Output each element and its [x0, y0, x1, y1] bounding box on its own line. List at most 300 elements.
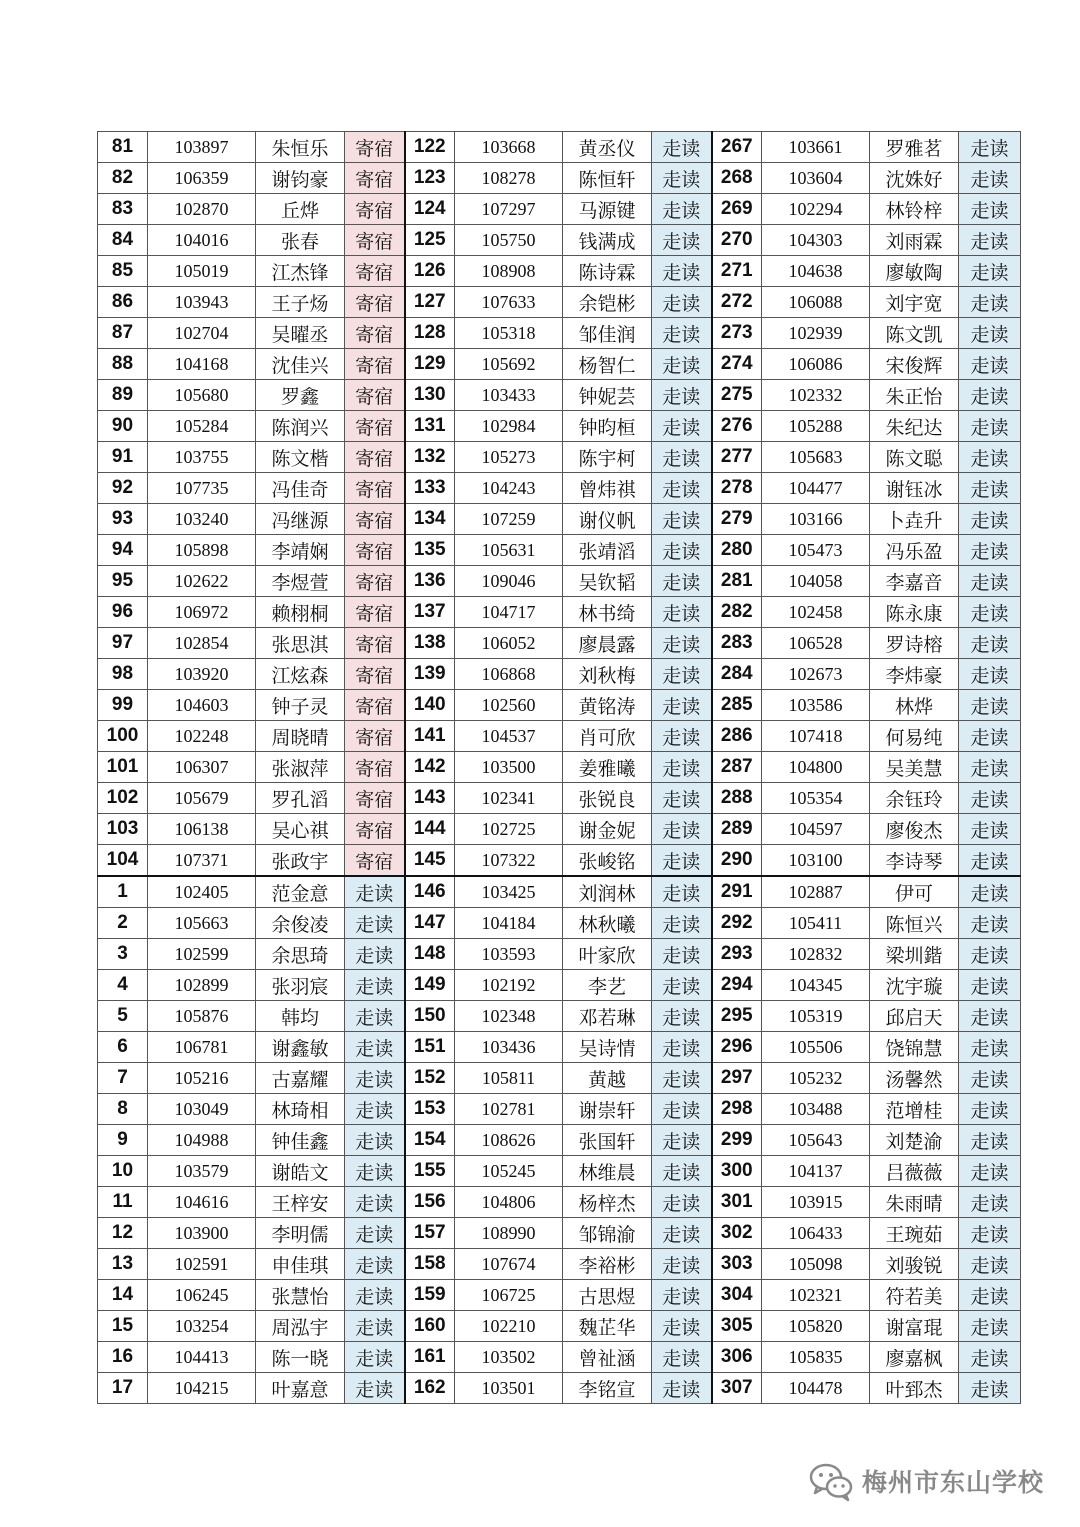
row-number: 11: [98, 1187, 148, 1218]
student-name: 古嘉耀: [256, 1063, 345, 1094]
student-id: 104243: [455, 473, 563, 504]
status: 走读: [652, 442, 712, 473]
row-number: 135: [405, 535, 455, 566]
table-row: [98, 566, 1021, 597]
row-number: 127: [405, 287, 455, 318]
student-name: 林琦相: [256, 1094, 345, 1125]
table-row: [98, 1249, 1021, 1280]
row-number: 302: [712, 1218, 762, 1249]
table-row: [98, 1342, 1021, 1373]
row-number: 283: [712, 628, 762, 659]
status: 走读: [345, 1218, 405, 1249]
student-id: 104413: [148, 1342, 256, 1373]
student-id: 105473: [762, 535, 870, 566]
student-id: 103425: [455, 876, 563, 908]
student-id: 105354: [762, 783, 870, 814]
status: 走读: [959, 504, 1021, 535]
student-id: 105876: [148, 1001, 256, 1032]
student-name: 张国轩: [563, 1125, 652, 1156]
student-id: 103668: [455, 132, 563, 163]
student-name: 江炫森: [256, 659, 345, 690]
student-id: 107259: [455, 504, 563, 535]
status: 走读: [652, 659, 712, 690]
status: 走读: [959, 287, 1021, 318]
status: 走读: [345, 1032, 405, 1063]
status: 走读: [345, 1311, 405, 1342]
table-row: [98, 287, 1021, 318]
row-number: 137: [405, 597, 455, 628]
row-number: 124: [405, 194, 455, 225]
table-row: [98, 1125, 1021, 1156]
student-name: 陈文聪: [870, 442, 959, 473]
table-row: [98, 659, 1021, 690]
student-name: 林烨: [870, 690, 959, 721]
table-row: [98, 225, 1021, 256]
table-row: [98, 814, 1021, 845]
row-number: 4: [98, 970, 148, 1001]
student-id: 103586: [762, 690, 870, 721]
student-id: 107674: [455, 1249, 563, 1280]
student-id: 105820: [762, 1311, 870, 1342]
student-name: 杨智仁: [563, 349, 652, 380]
student-id: 108278: [455, 163, 563, 194]
status: 走读: [959, 939, 1021, 970]
row-number: 101: [98, 752, 148, 783]
student-id: 105284: [148, 411, 256, 442]
student-id: 104058: [762, 566, 870, 597]
row-number: 291: [712, 876, 762, 908]
student-name: 姜雅曦: [563, 752, 652, 783]
row-number: 297: [712, 1063, 762, 1094]
student-id: 103488: [762, 1094, 870, 1125]
row-number: 143: [405, 783, 455, 814]
student-name: 朱恒乐: [256, 132, 345, 163]
row-number: 294: [712, 970, 762, 1001]
row-number: 162: [405, 1373, 455, 1404]
table-row: [98, 349, 1021, 380]
row-number: 268: [712, 163, 762, 194]
student-id: 104168: [148, 349, 256, 380]
student-id: 109046: [455, 566, 563, 597]
table-row: [98, 194, 1021, 225]
status: 走读: [959, 380, 1021, 411]
status: 寄宿: [345, 752, 405, 783]
student-name: 梁圳鍇: [870, 939, 959, 970]
student-name: 江杰锋: [256, 256, 345, 287]
student-name: 吕薇薇: [870, 1156, 959, 1187]
status: 走读: [959, 349, 1021, 380]
row-number: 156: [405, 1187, 455, 1218]
table-row: [98, 1311, 1021, 1342]
table-row: [98, 1156, 1021, 1187]
student-name: 邹佳润: [563, 318, 652, 349]
student-name: 李铭宣: [563, 1373, 652, 1404]
student-name: 冯继源: [256, 504, 345, 535]
row-number: 16: [98, 1342, 148, 1373]
student-id: 104184: [455, 908, 563, 939]
status: 走读: [652, 597, 712, 628]
row-number: 142: [405, 752, 455, 783]
student-name: 陈一晓: [256, 1342, 345, 1373]
row-number: 102: [98, 783, 148, 814]
student-id: 105692: [455, 349, 563, 380]
status: 走读: [959, 132, 1021, 163]
status: 走读: [959, 876, 1021, 908]
student-id: 105019: [148, 256, 256, 287]
student-name: 张政宇: [256, 845, 345, 877]
student-name: 周晓晴: [256, 721, 345, 752]
student-name: 刘宇宽: [870, 287, 959, 318]
student-name: 廖俊杰: [870, 814, 959, 845]
row-number: 3: [98, 939, 148, 970]
status: 走读: [652, 876, 712, 908]
table-row: [98, 876, 1021, 908]
student-id: 103500: [455, 752, 563, 783]
student-name: 冯佳奇: [256, 473, 345, 504]
student-name: 张春: [256, 225, 345, 256]
student-name: 李嘉音: [870, 566, 959, 597]
table-row: [98, 318, 1021, 349]
student-name: 林书绮: [563, 597, 652, 628]
student-id: 105506: [762, 1032, 870, 1063]
student-id: 102599: [148, 939, 256, 970]
table-row: [98, 1187, 1021, 1218]
student-id: 106052: [455, 628, 563, 659]
status: 走读: [652, 566, 712, 597]
row-number: 145: [405, 845, 455, 877]
student-id: 105679: [148, 783, 256, 814]
status: 走读: [959, 1373, 1021, 1404]
row-number: 91: [98, 442, 148, 473]
student-id: 103593: [455, 939, 563, 970]
table-row: [98, 442, 1021, 473]
student-name: 饶锦慧: [870, 1032, 959, 1063]
student-name: 谢钧豪: [256, 163, 345, 194]
student-name: 罗孔滔: [256, 783, 345, 814]
student-name: 申佳琪: [256, 1249, 345, 1280]
student-id: 103900: [148, 1218, 256, 1249]
table-row: [98, 752, 1021, 783]
student-name: 王子炀: [256, 287, 345, 318]
row-number: 83: [98, 194, 148, 225]
status: 走读: [959, 597, 1021, 628]
status: 走读: [652, 1063, 712, 1094]
status: 走读: [652, 1342, 712, 1373]
status: 走读: [959, 970, 1021, 1001]
student-name: 王梓安: [256, 1187, 345, 1218]
wechat-icon: [808, 1460, 854, 1502]
status: 走读: [652, 908, 712, 939]
student-name: 宋俊辉: [870, 349, 959, 380]
status: 走读: [652, 1094, 712, 1125]
status: 走读: [345, 1125, 405, 1156]
student-id: 102321: [762, 1280, 870, 1311]
status: 走读: [959, 1001, 1021, 1032]
student-id: 102348: [455, 1001, 563, 1032]
status: 寄宿: [345, 442, 405, 473]
student-name: 林铃梓: [870, 194, 959, 225]
status: 走读: [959, 721, 1021, 752]
student-name: 陈恒轩: [563, 163, 652, 194]
student-id: 104137: [762, 1156, 870, 1187]
student-name: 罗诗榕: [870, 628, 959, 659]
student-id: 102870: [148, 194, 256, 225]
student-name: 廖敏陶: [870, 256, 959, 287]
student-name: 陈恒兴: [870, 908, 959, 939]
table-row: [98, 970, 1021, 1001]
status: 寄宿: [345, 411, 405, 442]
status: 走读: [959, 225, 1021, 256]
row-number: 276: [712, 411, 762, 442]
row-number: 140: [405, 690, 455, 721]
row-number: 126: [405, 256, 455, 287]
student-id: 106307: [148, 752, 256, 783]
status: 走读: [959, 1311, 1021, 1342]
student-name: 黄铭涛: [563, 690, 652, 721]
student-name: 杨梓杰: [563, 1187, 652, 1218]
status: 走读: [959, 1249, 1021, 1280]
student-id: 104603: [148, 690, 256, 721]
student-id: 106359: [148, 163, 256, 194]
row-number: 270: [712, 225, 762, 256]
status: 走读: [652, 628, 712, 659]
status: 走读: [652, 318, 712, 349]
student-name: 林秋曦: [563, 908, 652, 939]
student-id: 103240: [148, 504, 256, 535]
status: 走读: [652, 1218, 712, 1249]
status: 走读: [959, 535, 1021, 566]
row-number: 304: [712, 1280, 762, 1311]
table-row: [98, 1373, 1021, 1404]
status: 走读: [652, 163, 712, 194]
student-id: 106433: [762, 1218, 870, 1249]
student-id: 103254: [148, 1311, 256, 1342]
table-row: [98, 411, 1021, 442]
status: 走读: [652, 690, 712, 721]
table-row: [98, 908, 1021, 939]
student-name: 李煜萱: [256, 566, 345, 597]
row-number: 275: [712, 380, 762, 411]
row-number: 84: [98, 225, 148, 256]
row-number: 307: [712, 1373, 762, 1404]
row-number: 271: [712, 256, 762, 287]
status: 走读: [652, 970, 712, 1001]
row-number: 82: [98, 163, 148, 194]
student-id: 106088: [762, 287, 870, 318]
student-name: 刘秋梅: [563, 659, 652, 690]
row-number: 104: [98, 845, 148, 877]
student-id: 105232: [762, 1063, 870, 1094]
row-number: 128: [405, 318, 455, 349]
status: 走读: [959, 566, 1021, 597]
row-number: 136: [405, 566, 455, 597]
student-name: 张羽宸: [256, 970, 345, 1001]
student-id: 105811: [455, 1063, 563, 1094]
row-number: 160: [405, 1311, 455, 1342]
status: 走读: [652, 721, 712, 752]
student-name: 吴诗情: [563, 1032, 652, 1063]
student-name: 刘雨霖: [870, 225, 959, 256]
status: 寄宿: [345, 194, 405, 225]
student-name: 魏芷华: [563, 1311, 652, 1342]
row-number: 287: [712, 752, 762, 783]
student-id: 106972: [148, 597, 256, 628]
status: 走读: [652, 1311, 712, 1342]
status: 走读: [959, 1342, 1021, 1373]
student-name: 邓若琳: [563, 1001, 652, 1032]
student-name: 何易纯: [870, 721, 959, 752]
student-name: 冯乐盈: [870, 535, 959, 566]
row-number: 103: [98, 814, 148, 845]
status: 走读: [345, 1156, 405, 1187]
student-id: 102294: [762, 194, 870, 225]
student-name: 李诗琴: [870, 845, 959, 877]
student-name: 李明儒: [256, 1218, 345, 1249]
status: 走读: [652, 194, 712, 225]
student-name: 陈诗霖: [563, 256, 652, 287]
status: 寄宿: [345, 256, 405, 287]
student-id: 102332: [762, 380, 870, 411]
student-name: 吴钦韬: [563, 566, 652, 597]
status: 走读: [959, 194, 1021, 225]
student-id: 103943: [148, 287, 256, 318]
row-number: 6: [98, 1032, 148, 1063]
row-number: 289: [712, 814, 762, 845]
row-number: 157: [405, 1218, 455, 1249]
student-name: 林维晨: [563, 1156, 652, 1187]
row-number: 292: [712, 908, 762, 939]
row-number: 12: [98, 1218, 148, 1249]
student-id: 103049: [148, 1094, 256, 1125]
table-row: [98, 132, 1021, 163]
row-number: 8: [98, 1094, 148, 1125]
table-row: [98, 845, 1021, 877]
status: 走读: [652, 225, 712, 256]
student-id: 104806: [455, 1187, 563, 1218]
student-name: 李靖娴: [256, 535, 345, 566]
status: 寄宿: [345, 225, 405, 256]
row-number: 131: [405, 411, 455, 442]
student-name: 陈宇柯: [563, 442, 652, 473]
student-id: 105288: [762, 411, 870, 442]
student-id: 104477: [762, 473, 870, 504]
student-name: 钟子灵: [256, 690, 345, 721]
watermark: [808, 1456, 1044, 1506]
row-number: 9: [98, 1125, 148, 1156]
row-number: 153: [405, 1094, 455, 1125]
status: 寄宿: [345, 690, 405, 721]
student-id: 107297: [455, 194, 563, 225]
student-name: 谢仪帆: [563, 504, 652, 535]
student-name: 谢崇轩: [563, 1094, 652, 1125]
row-number: 282: [712, 597, 762, 628]
status: 寄宿: [345, 473, 405, 504]
student-id: 106528: [762, 628, 870, 659]
row-number: 296: [712, 1032, 762, 1063]
row-number: 129: [405, 349, 455, 380]
student-name: 符若美: [870, 1280, 959, 1311]
status: 走读: [652, 349, 712, 380]
student-id: 107735: [148, 473, 256, 504]
row-number: 149: [405, 970, 455, 1001]
student-id: 105411: [762, 908, 870, 939]
student-name: 张靖滔: [563, 535, 652, 566]
student-id: 103897: [148, 132, 256, 163]
status: 寄宿: [345, 132, 405, 163]
student-id: 105898: [148, 535, 256, 566]
status: 寄宿: [345, 845, 405, 877]
student-id: 106138: [148, 814, 256, 845]
student-id: 102781: [455, 1094, 563, 1125]
row-number: 147: [405, 908, 455, 939]
student-id: 107418: [762, 721, 870, 752]
row-number: 152: [405, 1063, 455, 1094]
student-id: 104537: [455, 721, 563, 752]
table-row: [98, 380, 1021, 411]
student-id: 108626: [455, 1125, 563, 1156]
student-name: 吴曜丞: [256, 318, 345, 349]
status: 走读: [345, 1249, 405, 1280]
status: 走读: [959, 1187, 1021, 1218]
status: 走读: [652, 504, 712, 535]
student-name: 吴美慧: [870, 752, 959, 783]
student-name: 伊可: [870, 876, 959, 908]
student-name: 汤馨然: [870, 1063, 959, 1094]
row-number: 85: [98, 256, 148, 287]
student-name: 王琬茹: [870, 1218, 959, 1249]
row-number: 98: [98, 659, 148, 690]
status: 走读: [959, 473, 1021, 504]
student-name: 余铠彬: [563, 287, 652, 318]
row-number: 15: [98, 1311, 148, 1342]
student-name: 卜垚升: [870, 504, 959, 535]
status: 寄宿: [345, 814, 405, 845]
row-number: 93: [98, 504, 148, 535]
status: 寄宿: [345, 504, 405, 535]
student-id: 102341: [455, 783, 563, 814]
student-name: 叶嘉意: [256, 1373, 345, 1404]
status: 走读: [959, 752, 1021, 783]
row-number: 305: [712, 1311, 762, 1342]
status: 走读: [652, 287, 712, 318]
student-id: 106245: [148, 1280, 256, 1311]
student-id: 103436: [455, 1032, 563, 1063]
student-name: 肖可欣: [563, 721, 652, 752]
student-name: 古思煜: [563, 1280, 652, 1311]
row-number: 278: [712, 473, 762, 504]
status: 走读: [959, 163, 1021, 194]
status: 走读: [652, 1001, 712, 1032]
status: 寄宿: [345, 721, 405, 752]
status: 走读: [652, 473, 712, 504]
student-id: 108908: [455, 256, 563, 287]
student-name: 马源键: [563, 194, 652, 225]
status: 走读: [959, 1156, 1021, 1187]
student-name: 谢鑫敏: [256, 1032, 345, 1063]
student-id: 104303: [762, 225, 870, 256]
student-id: 106725: [455, 1280, 563, 1311]
row-number: 123: [405, 163, 455, 194]
status: 走读: [345, 1187, 405, 1218]
student-id: 106868: [455, 659, 563, 690]
row-number: 295: [712, 1001, 762, 1032]
student-id: 104988: [148, 1125, 256, 1156]
student-id: 103166: [762, 504, 870, 535]
row-number: 14: [98, 1280, 148, 1311]
table-row: [98, 1280, 1021, 1311]
student-name: 谢金妮: [563, 814, 652, 845]
student-table: [97, 131, 1021, 1404]
